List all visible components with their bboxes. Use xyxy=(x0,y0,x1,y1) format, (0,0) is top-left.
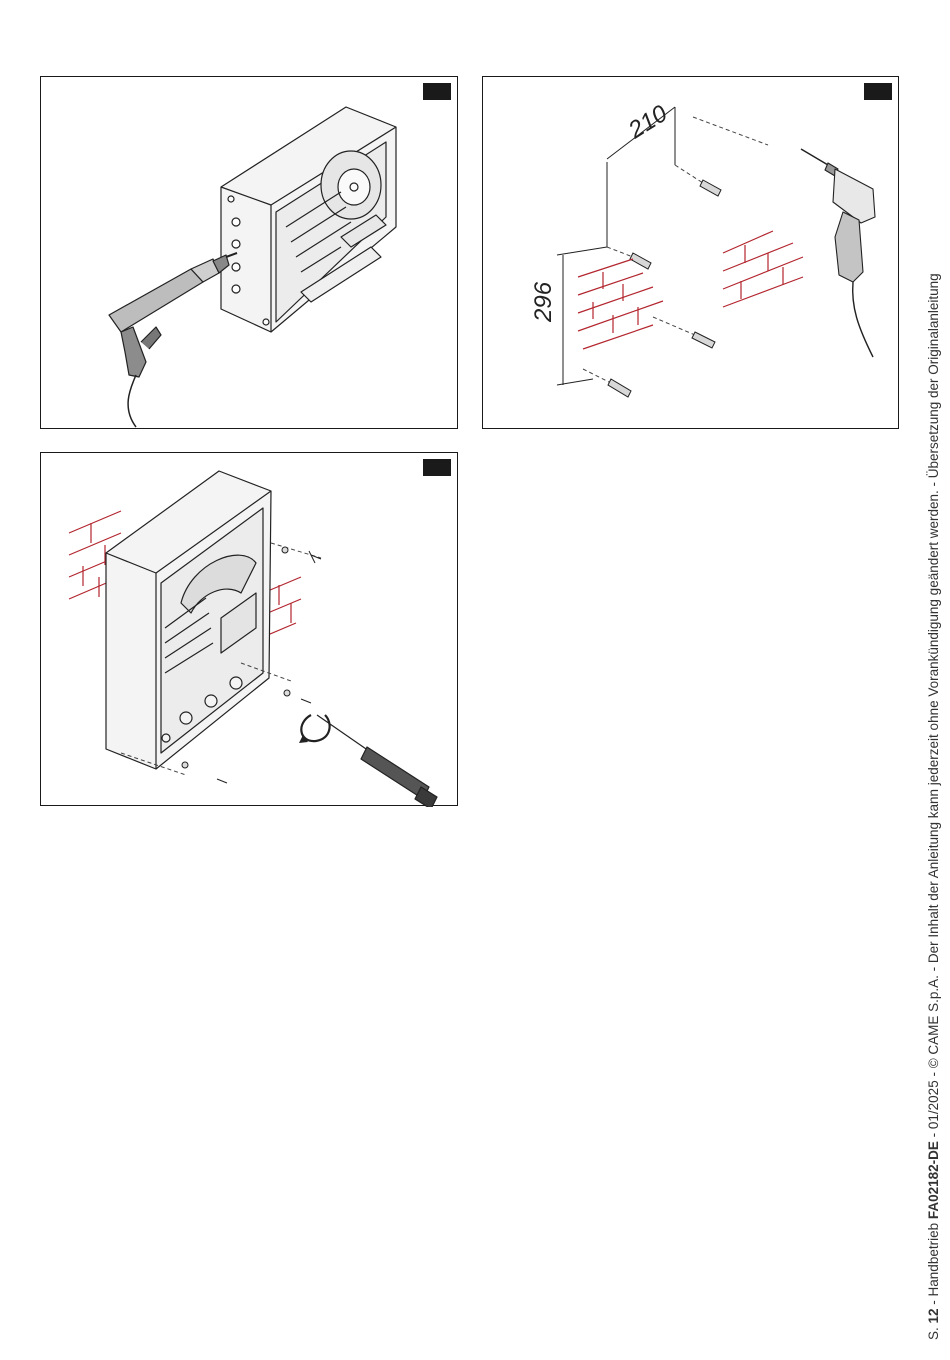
footer-manual-title: - Handbetrieb xyxy=(926,1219,941,1309)
figure-box-drilling xyxy=(40,76,458,429)
dimension-vertical-label: 296 xyxy=(530,281,557,322)
figure-wall-drilling xyxy=(482,76,899,429)
page-footer xyxy=(926,273,941,1340)
box-mounting-illustration xyxy=(41,453,459,807)
footer-document-code: FA02182-DE xyxy=(926,1141,941,1220)
box-drilling-illustration xyxy=(41,77,459,430)
footer-copyright-text: - 01/2025 - © CAME S.p.A. - Der Inhalt der Anleitung kann jederzeit ohne Vorankündigung geändert werden. - Übersetzung der Originalanleitung xyxy=(926,273,941,1142)
figure-box-mounting xyxy=(40,452,458,806)
footer-page-number: 12 xyxy=(926,1308,941,1324)
wall-drilling-illustration xyxy=(483,77,900,430)
dimension-horizontal-label: 210 xyxy=(623,99,673,145)
footer-page-prefix: S. xyxy=(926,1323,941,1340)
